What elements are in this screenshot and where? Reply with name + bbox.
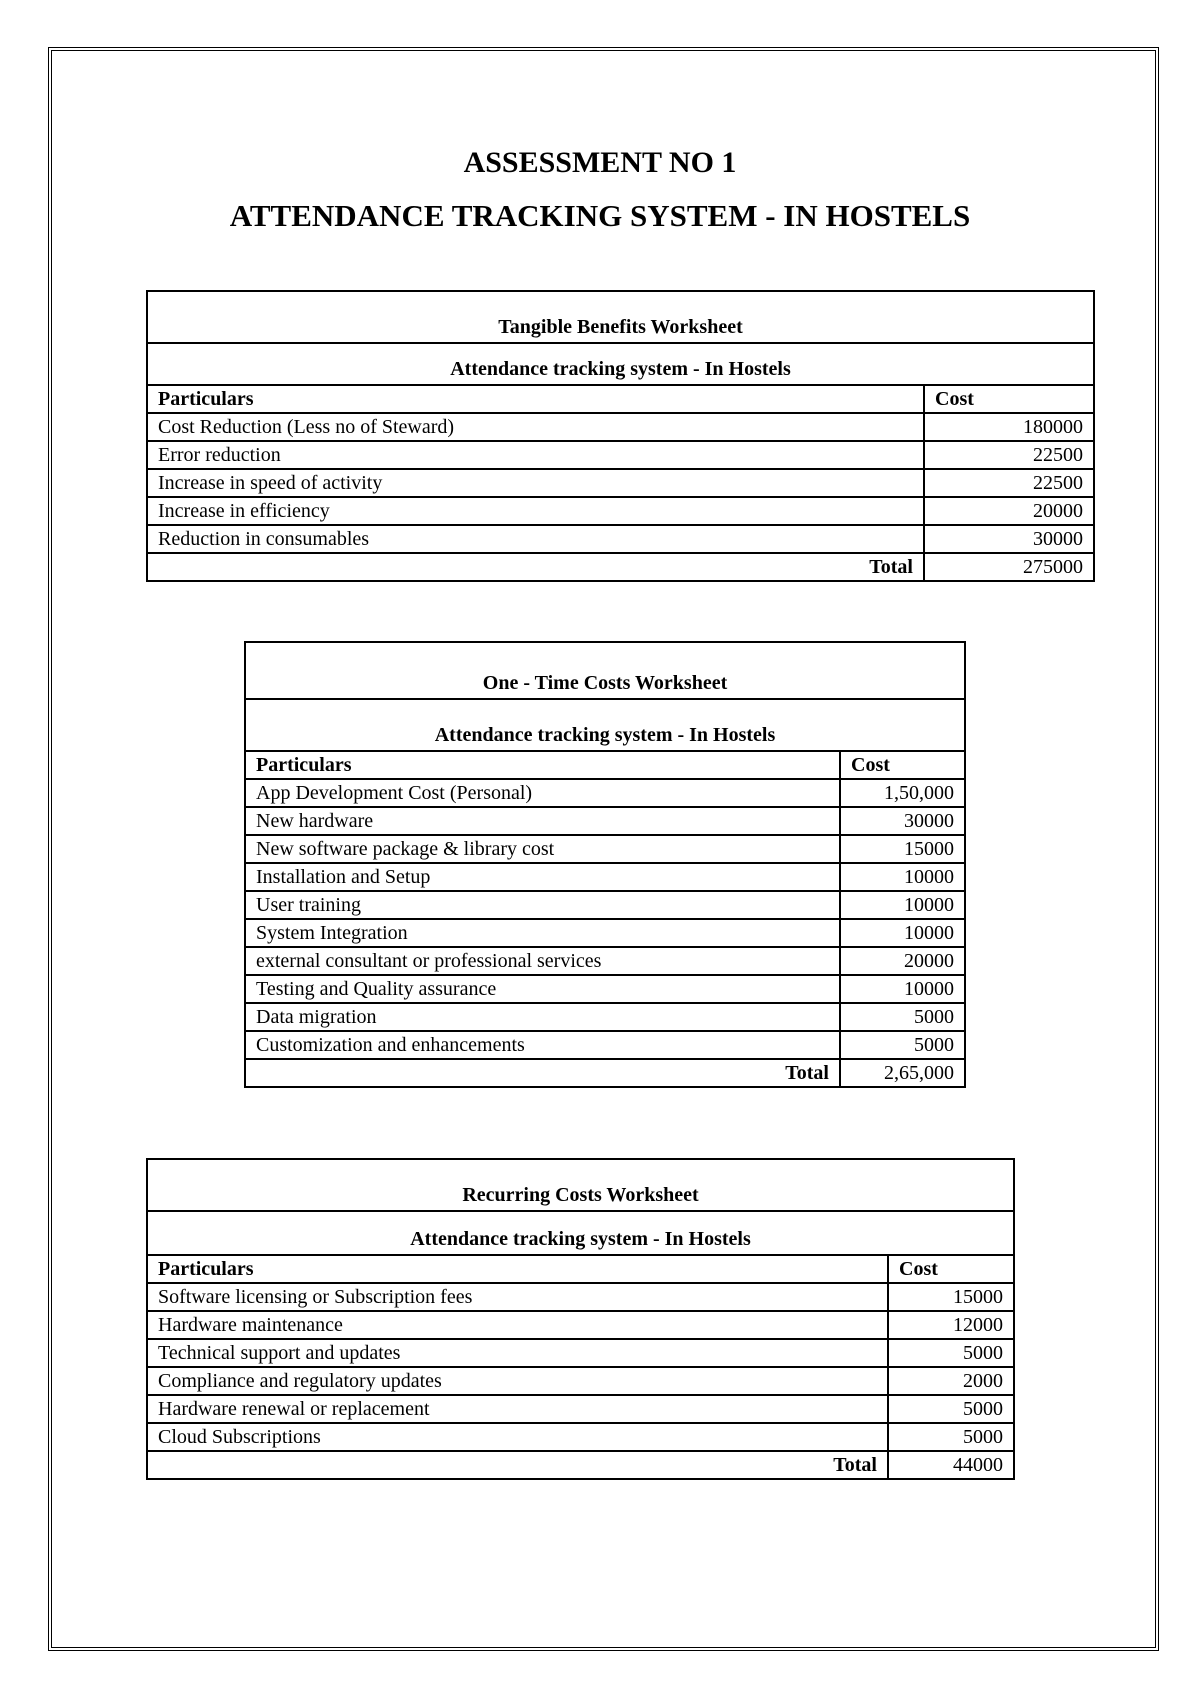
row-value: 10000 [840,919,965,947]
row-label: User training [245,891,840,919]
row-value: 5000 [888,1423,1014,1451]
table-row [245,779,965,807]
table-heading: Tangible Benefits Worksheet [147,291,1094,343]
table-row [147,1423,1014,1451]
table-row [245,835,965,863]
row-label: App Development Cost (Personal) [245,779,840,807]
table-row [147,1283,1014,1311]
tangible-benefits-table [146,290,1095,582]
row-value: 5000 [840,1031,965,1059]
total-value: 275000 [924,553,1094,581]
table-row [245,975,965,1003]
row-label: Technical support and updates [147,1339,888,1367]
document-subtitle: ATTENDANCE TRACKING SYSTEM - IN HOSTELS [229,198,971,233]
column-header-cost: Cost [888,1255,1014,1283]
table-row [245,947,965,975]
column-header-cost: Cost [840,751,965,779]
table-row [147,1395,1014,1423]
row-label: external consultant or professional services [245,947,840,975]
row-value: 15000 [888,1283,1014,1311]
row-label: New hardware [245,807,840,835]
table-row [147,469,1094,497]
table-subheading: Attendance tracking system - In Hostels [147,1211,1014,1255]
row-value: 30000 [840,807,965,835]
row-value: 5000 [888,1339,1014,1367]
row-label: Cost Reduction (Less no of Steward) [147,413,924,441]
row-value: 12000 [888,1311,1014,1339]
row-label: Data migration [245,1003,840,1031]
total-label: Total [147,1451,888,1479]
total-label: Total [147,553,924,581]
table-row [245,1003,965,1031]
row-value: 30000 [924,525,1094,553]
row-label: Increase in efficiency [147,497,924,525]
row-value: 20000 [924,497,1094,525]
row-value: 15000 [840,835,965,863]
table-heading-row [245,642,965,699]
row-value: 2000 [888,1367,1014,1395]
column-header-particulars: Particulars [245,751,840,779]
table-subheading-row [245,699,965,751]
total-row [245,1059,965,1087]
table-row [147,413,1094,441]
table-subheading: Attendance tracking system - In Hostels [147,343,1094,385]
document-title: ASSESSMENT NO 1 [463,146,737,179]
table-row [245,919,965,947]
row-value: 10000 [840,863,965,891]
row-label: Software licensing or Subscription fees [147,1283,888,1311]
table-row [147,1311,1014,1339]
row-label: Cloud Subscriptions [147,1423,888,1451]
table-heading-row [147,291,1094,343]
table-row [245,807,965,835]
column-header-particulars: Particulars [147,1255,888,1283]
row-value: 20000 [840,947,965,975]
table-row [245,1031,965,1059]
row-label: Increase in speed of activity [147,469,924,497]
row-label: Error reduction [147,441,924,469]
table-row [245,891,965,919]
row-label: System Integration [245,919,840,947]
total-row [147,1451,1014,1479]
total-value: 44000 [888,1451,1014,1479]
total-value: 2,65,000 [840,1059,965,1087]
row-value: 22500 [924,441,1094,469]
table-subheading-row [147,1211,1014,1255]
row-value: 1,50,000 [840,779,965,807]
row-label: Compliance and regulatory updates [147,1367,888,1395]
row-label: Customization and enhancements [245,1031,840,1059]
table-row [147,441,1094,469]
column-header-cost: Cost [924,385,1094,413]
row-value: 22500 [924,469,1094,497]
table-subheading-row [147,343,1094,385]
row-value: 10000 [840,975,965,1003]
column-header-row [245,751,965,779]
one-time-costs-table [244,641,966,1088]
column-header-row [147,385,1094,413]
table-heading: Recurring Costs Worksheet [147,1159,1014,1211]
row-value: 180000 [924,413,1094,441]
column-header-particulars: Particulars [147,385,924,413]
table-heading: One - Time Costs Worksheet [245,642,965,699]
table-row [147,1339,1014,1367]
table-subheading: Attendance tracking system - In Hostels [245,699,965,751]
row-label: Testing and Quality assurance [245,975,840,1003]
table-row [147,1367,1014,1395]
row-value: 5000 [840,1003,965,1031]
table-row [147,525,1094,553]
total-row [147,553,1094,581]
row-value: 5000 [888,1395,1014,1423]
row-label: Installation and Setup [245,863,840,891]
table-heading-row [147,1159,1014,1211]
column-header-row [147,1255,1014,1283]
table-row [245,863,965,891]
row-label: Hardware maintenance [147,1311,888,1339]
recurring-costs-table [146,1158,1015,1480]
total-label: Total [245,1059,840,1087]
row-label: New software package & library cost [245,835,840,863]
row-label: Hardware renewal or replacement [147,1395,888,1423]
row-label: Reduction in consumables [147,525,924,553]
row-value: 10000 [840,891,965,919]
table-row [147,497,1094,525]
